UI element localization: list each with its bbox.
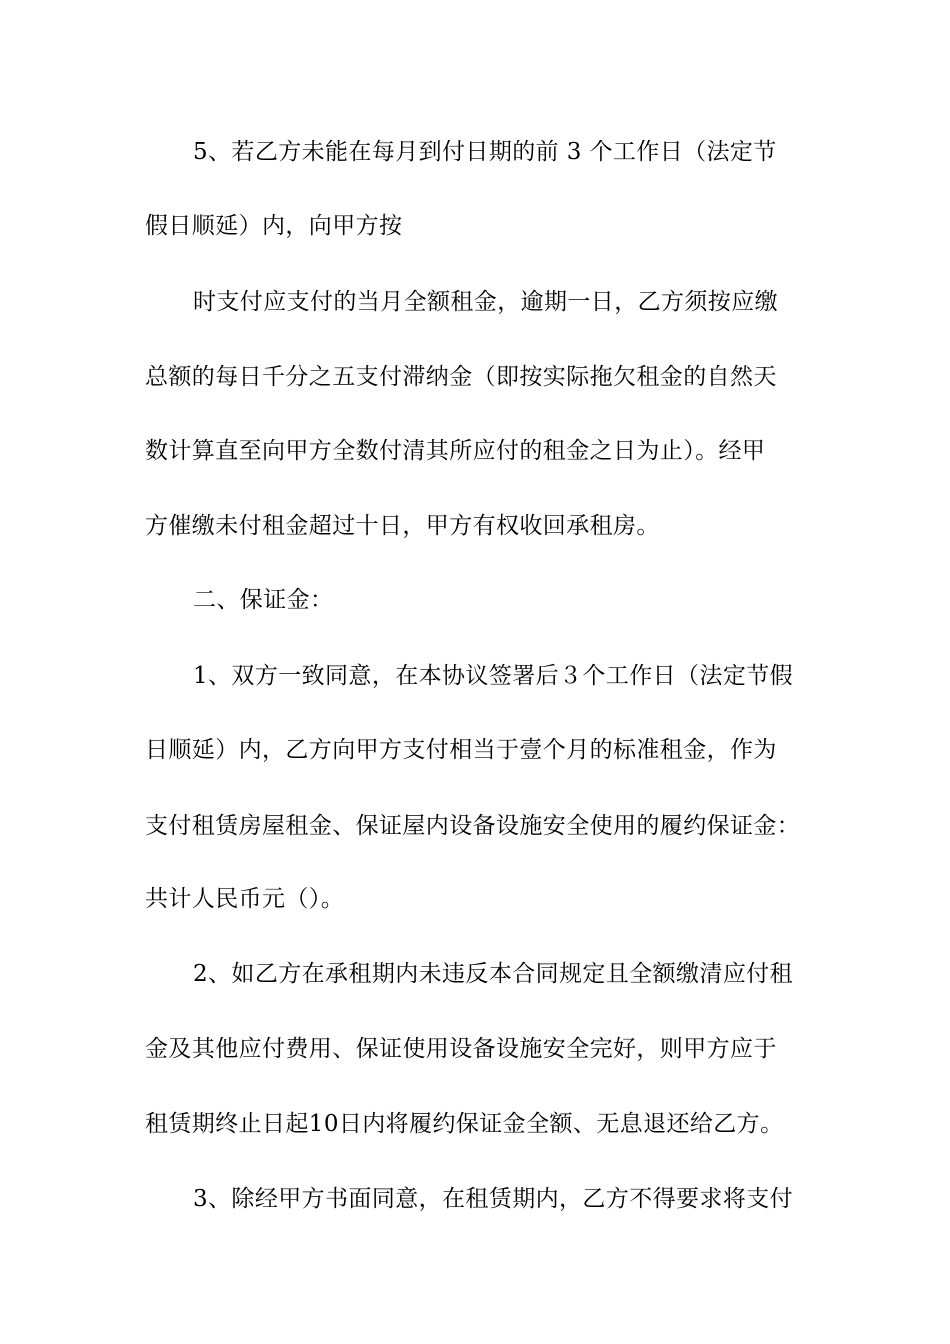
paragraph-line: 5、若乙方未能在每月到付日期的前 3 个工作日（法定节 bbox=[193, 139, 777, 165]
section-heading: 二、保证金： bbox=[193, 587, 334, 613]
paragraph-line: 数计算直至向甲方全数付清其所应付的租金之日为止）。经甲 bbox=[145, 438, 766, 464]
paragraph-line: 日顺延）内，乙方向甲方支付相当于壹个月的标准租金，作为 bbox=[145, 737, 777, 763]
paragraph-line: 金及其他应付费用、保证使用设备设施安全完好，则甲方应于 bbox=[145, 1036, 777, 1062]
paragraph-line: 3、除经甲方书面同意，在租赁期内，乙方不得要求将支付 bbox=[193, 1186, 794, 1212]
paragraph-line: 2、如乙方在承租期内未违反本合同规定且全额缴清应付租 bbox=[193, 961, 794, 987]
paragraph-line: 假日顺延）内，向甲方按 bbox=[145, 213, 403, 239]
paragraph-line: 支付租赁房屋租金、保证屋内设备设施安全使用的履约保证金： bbox=[145, 813, 801, 839]
paragraph-line: 时支付应支付的当月全额租金，逾期一日，乙方须按应缴 bbox=[193, 289, 778, 315]
paragraph-line: 租赁期终止日起10日内将履约保证金全额、无息退还给乙方。 bbox=[145, 1111, 784, 1137]
paragraph-line: 1、双方一致同意，在本协议签署后３个工作日（法定节假 bbox=[193, 663, 794, 689]
paragraph-line: 方催缴未付租金超过十日，甲方有权收回承租房。 bbox=[145, 513, 660, 539]
paragraph-line: 共计人民币元（）。 bbox=[145, 886, 345, 912]
paragraph-line: 总额的每日千分之五支付滞纳金（即按实际拖欠租金的自然天 bbox=[145, 364, 777, 390]
